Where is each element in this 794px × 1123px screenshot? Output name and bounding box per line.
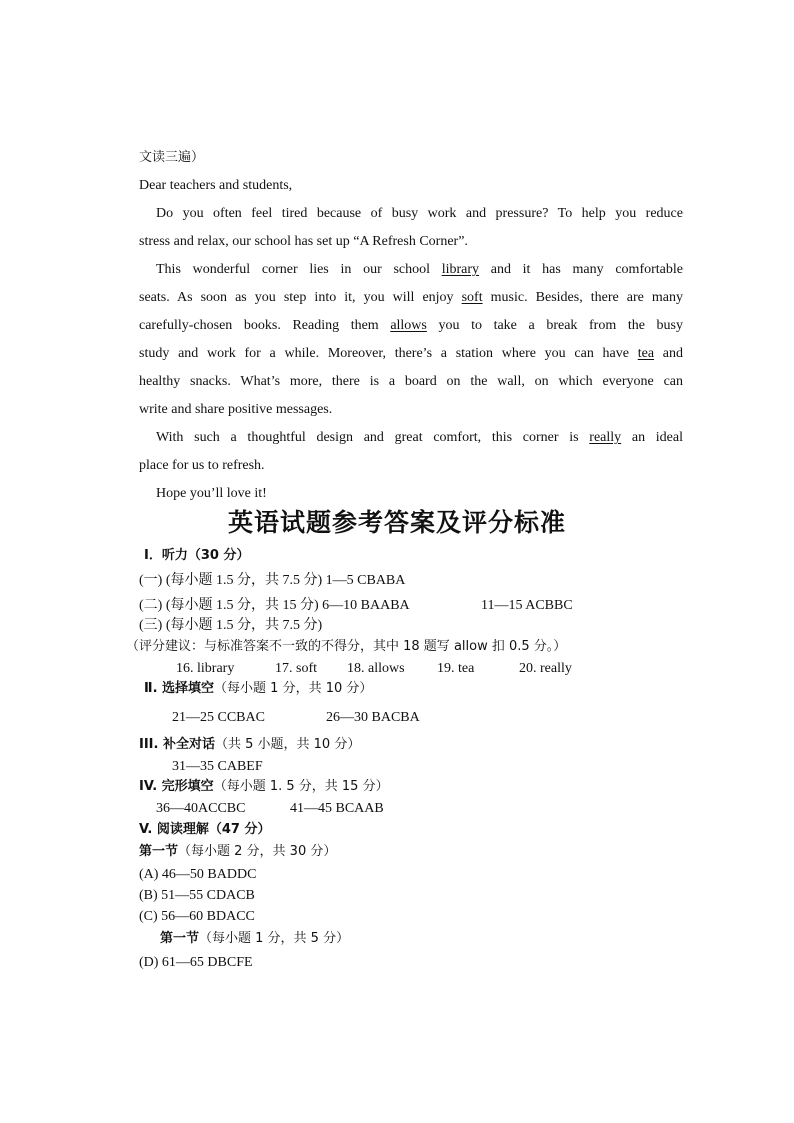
section-1-answer-20: 20. really bbox=[519, 661, 572, 676]
section-1-part-1: (一) (每小题 1.5 分，共 7.5 分) 1—5 CBABA bbox=[139, 573, 406, 588]
section-2-answers-a: 21—25 CCBAC bbox=[172, 710, 265, 725]
passage-p2-line5: healthy snacks. What’s more, there is a board on the wall, on which everyone can bbox=[139, 374, 683, 389]
passage-p3-line2: place for us to refresh. bbox=[139, 458, 265, 473]
passage-p1-line2: stress and relax, our school has set up “A Refresh Corner”. bbox=[139, 234, 468, 249]
passage-p2-line3: carefully-chosen books. Reading them allows you to take a break from the busy bbox=[139, 318, 683, 333]
section-4-answers-b: 41—45 BCAAB bbox=[290, 801, 384, 816]
section-3-answers: 31—35 CABEF bbox=[172, 759, 263, 774]
section-1-part-3: (三) (每小题 1.5 分，共 7.5 分) bbox=[139, 618, 323, 633]
section-5-heading: V. 阅读理解（47 分） bbox=[139, 822, 271, 837]
section-5-subsection-1: 第一节（每小题 2 分，共 30 分） bbox=[139, 844, 337, 859]
section-1-part-2: (二) (每小题 1.5 分，共 15 分) 6—10 BAABA bbox=[139, 598, 410, 613]
answer-tea: tea bbox=[637, 346, 655, 361]
answer-library: library bbox=[441, 262, 480, 277]
section-4-answers-a: 36—40ACCBC bbox=[156, 801, 246, 816]
section-2-heading: Ⅱ. 选择填空（每小题 1 分，共 10 分） bbox=[144, 681, 373, 696]
passage-p2-line4: study and work for a while. Moreover, there’s a station where you can have tea and bbox=[139, 346, 683, 361]
section-4-heading: IV. 完形填空（每小题 1. 5 分，共 15 分） bbox=[139, 779, 389, 794]
passage-salutation: Dear teachers and students, bbox=[139, 178, 293, 193]
passage-p3-line1: With such a thoughtful design and great comfort, this corner is really an ideal bbox=[156, 430, 683, 445]
answer-allows: allows bbox=[390, 318, 427, 333]
answer-soft: soft bbox=[461, 290, 483, 305]
answer-key-title: 英语试题参考答案及评分标准 bbox=[227, 508, 566, 537]
passage-p1-line1: Do you often feel tired because of busy work and pressure? To help you reduce bbox=[156, 206, 683, 221]
section-1-answer-18: 18. allows bbox=[347, 661, 405, 676]
section-1-answer-16: 16. library bbox=[176, 661, 235, 676]
section-1-answer-17: 17. soft bbox=[275, 661, 317, 676]
section-3-heading: III. 补全对话（共 5 小题，共 10 分） bbox=[139, 737, 361, 752]
section-5-answers-a: (A) 46—50 BADDC bbox=[139, 867, 257, 882]
passage-fragment: 文读三遍） bbox=[139, 150, 205, 165]
section-5-subsection-2: 第一节（每小题 1 分，共 5 分） bbox=[160, 931, 350, 946]
section-1-heading: Ⅰ．听力（30 分） bbox=[144, 548, 250, 563]
passage-p2-line2: seats. As soon as you step into it, you will enjoy soft music. Besides, there are many bbox=[139, 290, 683, 305]
answer-really: really bbox=[589, 430, 622, 445]
section-2-answers-b: 26—30 BACBA bbox=[326, 710, 420, 725]
section-5-answers-d: (D) 61—65 DBCFE bbox=[139, 955, 253, 970]
section-1-scoring-note: （评分建议：与标准答案不一致的不得分，其中 18 题写 allow 扣 0.5 分。） bbox=[126, 639, 567, 654]
passage-p2-line6: write and share positive messages. bbox=[139, 402, 333, 417]
section-1-answer-19: 19. tea bbox=[437, 661, 475, 676]
section-5-answers-b: (B) 51—55 CDACB bbox=[139, 888, 255, 903]
passage-closing: Hope you’ll love it! bbox=[156, 486, 267, 501]
section-5-answers-c: (C) 56—60 BDACC bbox=[139, 909, 255, 924]
section-1-part-2-answers: 11—15 ACBBC bbox=[481, 598, 573, 613]
passage-p2-line1: This wonderful corner lies in our school library and it has many comfortable bbox=[156, 262, 683, 277]
